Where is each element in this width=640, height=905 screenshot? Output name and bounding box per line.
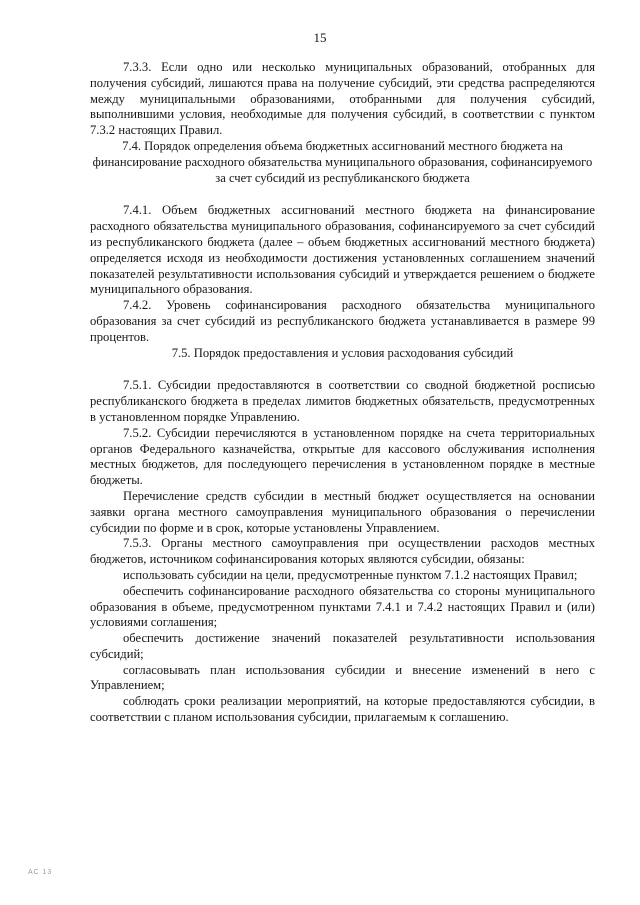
obligation-item: согласовывать план использования субсидии и внесение изменений в него с Управлением; xyxy=(90,662,595,693)
paragraph-7-5-2: 7.5.2. Субсидии перечисляются в установленном порядке на счета территориальных органов Федерального казначейства, открытые для кассового обслуживания исполнения местных бюджетов, для последующего перечисления в установленном порядке в местные бюджеты. xyxy=(90,425,595,488)
page-number: 15 xyxy=(313,30,327,45)
paragraph-7-4-1: 7.4.1. Объем бюджетных ассигнований местного бюджета на финансирование расходного обязательства муниципального образования, софинансируемого за счет субсидий из республиканского бюджета (далее – объем бюджетных ассигнований местного бюджета) определяется исходя из необходимости достижения установленных соглашением значений показателей результативности использования субсидий и утверждается решением о бюджете муниципального образования. xyxy=(90,203,595,297)
paragraph-7-5-3: 7.5.3. Органы местного самоуправления при осуществлении расходов местных бюджетов, источником софинансирования которых являются субсидии, обязаны: xyxy=(90,536,595,567)
section-heading-7-4: 7.4. Порядок определения объема бюджетных ассигнований местного бюджета на финансирование расходного обязательства муниципального образования, софинансируемого за счет субсидий из республиканского бюджета xyxy=(92,138,593,185)
obligation-item: использовать субсидии на цели, предусмотренные пунктом 7.1.2 настоящих Правил; xyxy=(123,567,578,582)
paragraph-7-5-1: 7.5.1. Субсидии предоставляются в соответствии со сводной бюджетной росписью республиканского бюджета в пределах лимитов бюджетных обязательств, предусмотренных в установленном порядке Управлению. xyxy=(90,378,595,424)
paragraph-7-3-3: 7.3.3. Если одно или несколько муниципальных образований, отобранных для получения субсидий, лишаются права на получение субсидий, эти средства распределяются между муниципальными образованиями, отобранными для получения субсидий, выполнившими условия, необходимые для получения субсидий, в соответствии с пунктом 7.3.2 настоящих Правил. xyxy=(90,60,595,138)
obligation-item: обеспечить достижение значений показателей результативности использования субсидий; xyxy=(90,631,595,661)
obligation-item: соблюдать сроки реализации мероприятий, на которые предоставляются субсидии, в соответствии с планом использования субсидии, прилагаемым к соглашению. xyxy=(90,694,595,725)
paragraph-7-4-2: 7.4.2. Уровень софинансирования расходного обязательства муниципального образования за счет субсидий из республиканского бюджета устанавливается в размере 99 процентов. xyxy=(90,298,595,344)
obligation-item: обеспечить софинансирование расходного обязательства со стороны муниципального образования в объеме, предусмотренном пунктами 7.4.1 и 7.4.2 настоящих Правил и (или) условиями соглашения; xyxy=(90,583,595,630)
paragraph-transfer: Перечисление средств субсидии в местный бюджет осуществляется на основании заявки органа местного самоуправления муниципального образования о перечислении субсидии по форме и в срок, которые установлены Управлением. xyxy=(90,488,595,535)
footer-mark: АС 13 xyxy=(28,869,53,876)
document-body xyxy=(90,60,595,726)
section-heading-7-5: 7.5. Порядок предоставления и условия расходования субсидий xyxy=(171,345,514,360)
